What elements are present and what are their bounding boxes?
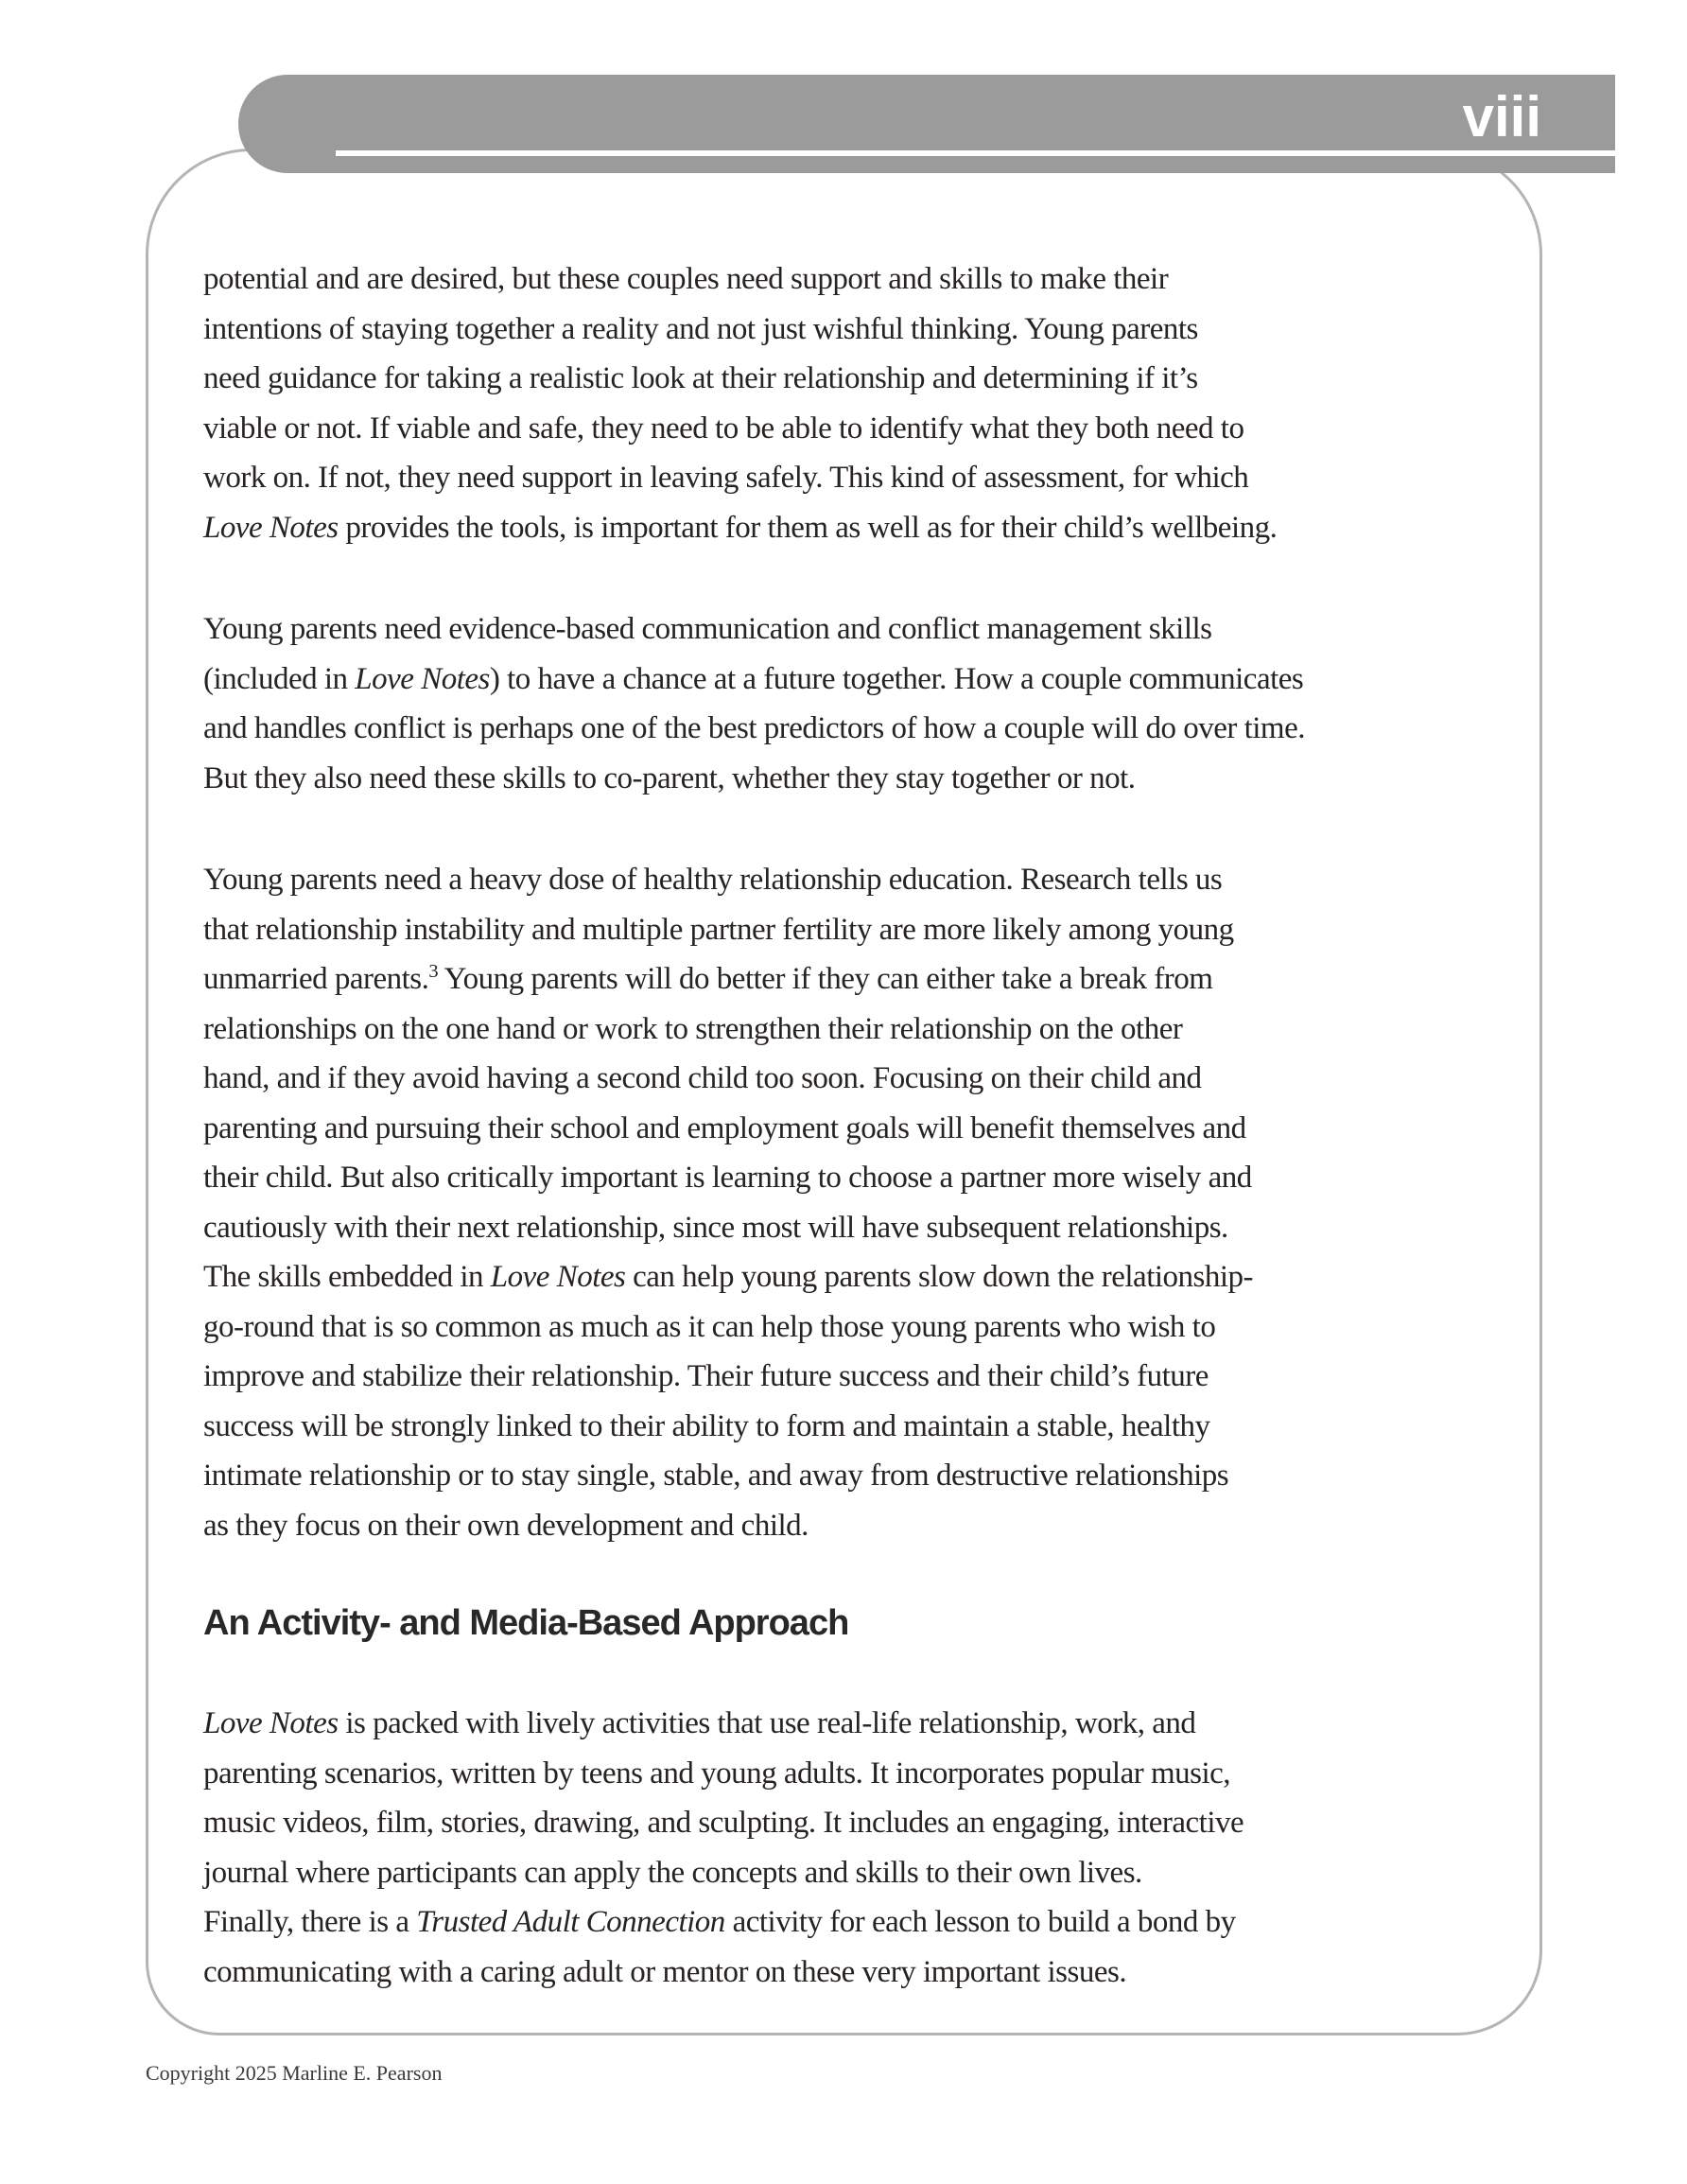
text-run: is packed with lively activities that use real-life relationship, work, and (338, 1706, 1196, 1740)
text-run: relationships on the one hand or work to strengthen their relationship on the other (203, 1011, 1183, 1046)
text-run: that relationship instability and multiple partner fertility are more likely among young (203, 912, 1234, 947)
text-run: But they also need these skills to co-parent, whether they stay together or not. (203, 760, 1136, 795)
text-line (203, 1005, 1461, 1055)
text-line (203, 1104, 1461, 1154)
text-run: need guidance for taking a realistic look at their relationship and determining if it’s (203, 361, 1198, 395)
text-line (203, 1402, 1461, 1452)
body-paragraph (203, 855, 1461, 1550)
text-run: viable or not. If viable and safe, they need to be able to identify what they both need to (203, 411, 1244, 446)
text-run: parenting scenarios, written by teens and young adults. It incorporates popular music, (203, 1756, 1231, 1791)
text-run: Trusted Adult Connection (416, 1905, 725, 1939)
text-run: provides the tools, is important for them as well as for their child’s wellbeing. (338, 510, 1278, 545)
page-number: viii (1462, 85, 1541, 149)
text-line (203, 1153, 1461, 1203)
text-line (203, 1302, 1461, 1353)
text-line (203, 354, 1461, 404)
text-line (203, 655, 1461, 705)
text-line (203, 1699, 1461, 1749)
text-line (203, 1897, 1461, 1948)
text-line (203, 453, 1461, 503)
text-line (203, 1798, 1461, 1848)
text-line (203, 254, 1461, 305)
text-line (203, 954, 1461, 1005)
text-run: journal where participants can apply the concepts and skills to their own lives. (203, 1855, 1142, 1890)
text-line (203, 1352, 1461, 1402)
text-run: parenting and pursuing their school and employment goals will benefit themselves and (203, 1110, 1246, 1145)
section-heading: An Activity- and Media-Based Approach (203, 1603, 849, 1643)
text-line (203, 1749, 1461, 1799)
text-run: Love Notes (203, 510, 339, 545)
text-line (203, 404, 1461, 454)
text-line (203, 704, 1461, 754)
text-line (203, 754, 1461, 804)
text-run: intentions of staying together a reality and not just wishful thinking. Young parents (203, 311, 1198, 346)
text-run: unmarried parents. (203, 962, 429, 996)
text-run: The skills embedded in (203, 1260, 491, 1294)
text-run: Young parents need a heavy dose of healthy relationship education. Research tells us (203, 863, 1223, 897)
text-run: Love Notes (203, 1706, 339, 1740)
header-bar (238, 75, 1615, 173)
body-paragraph (203, 254, 1461, 552)
text-run: activity for each lesson to build a bond by (724, 1905, 1236, 1939)
text-run: music videos, film, stories, drawing, and sculpting. It includes an engaging, interactive (203, 1806, 1244, 1840)
body-content (203, 254, 1461, 2049)
text-line (203, 1252, 1461, 1302)
body-paragraph (203, 604, 1461, 803)
text-run: 3 (428, 961, 439, 982)
text-run: Young parents need evidence-based communication and conflict management skills (203, 612, 1212, 646)
text-run: Love Notes (490, 1260, 626, 1294)
text-line (203, 305, 1461, 355)
text-run: can help young parents slow down the relationship- (625, 1260, 1254, 1294)
text-run: (included in (203, 661, 356, 696)
text-line (203, 604, 1461, 655)
text-run: Love Notes (355, 661, 490, 696)
text-run: their child. But also critically important is learning to choose a partner more wisely and (203, 1161, 1252, 1195)
text-line (203, 855, 1461, 905)
text-line (203, 905, 1461, 955)
text-run: hand, and if they avoid having a second child too soon. Focusing on their child and (203, 1061, 1202, 1095)
text-line (203, 1451, 1461, 1501)
text-run: intimate relationship or to stay single, stable, and away from destructive relationships (203, 1459, 1229, 1493)
text-run: potential and are desired, but these couples need support and skills to make their (203, 262, 1169, 296)
text-line (203, 1203, 1461, 1253)
text-run: improve and stabilize their relationship. Their future success and their child’s future (203, 1359, 1209, 1393)
text-line (203, 1501, 1461, 1551)
text-line (203, 1948, 1461, 1998)
text-line (203, 503, 1461, 553)
text-run: communicating with a caring adult or mentor on these very important issues. (203, 1954, 1127, 1989)
text-run: cautiously with their next relationship, since most will have subsequent relationships. (203, 1210, 1228, 1245)
text-run: success will be strongly linked to their ability to form and maintain a stable, healthy (203, 1408, 1210, 1443)
header-divider-line (336, 150, 1615, 156)
text-run: and handles conflict is perhaps one of the best predictors of how a couple will do over time. (203, 711, 1305, 745)
text-line (203, 1054, 1461, 1104)
text-run: as they focus on their own development and child. (203, 1508, 809, 1543)
copyright-notice: Copyright 2025 Marline E. Pearson (146, 2061, 443, 2085)
text-run: Young parents will do better if they can either take a break from (438, 962, 1213, 996)
text-run: ) to have a chance at a future together. How a couple communicates (489, 661, 1304, 696)
text-run: Finally, there is a (203, 1905, 417, 1939)
text-line (203, 1848, 1461, 1898)
text-run: go-round that is so common as much as it can help those young parents who wish to (203, 1309, 1216, 1344)
body-paragraph (203, 1699, 1461, 1997)
text-run: work on. If not, they need support in leaving safely. This kind of assessment, for which (203, 461, 1249, 495)
